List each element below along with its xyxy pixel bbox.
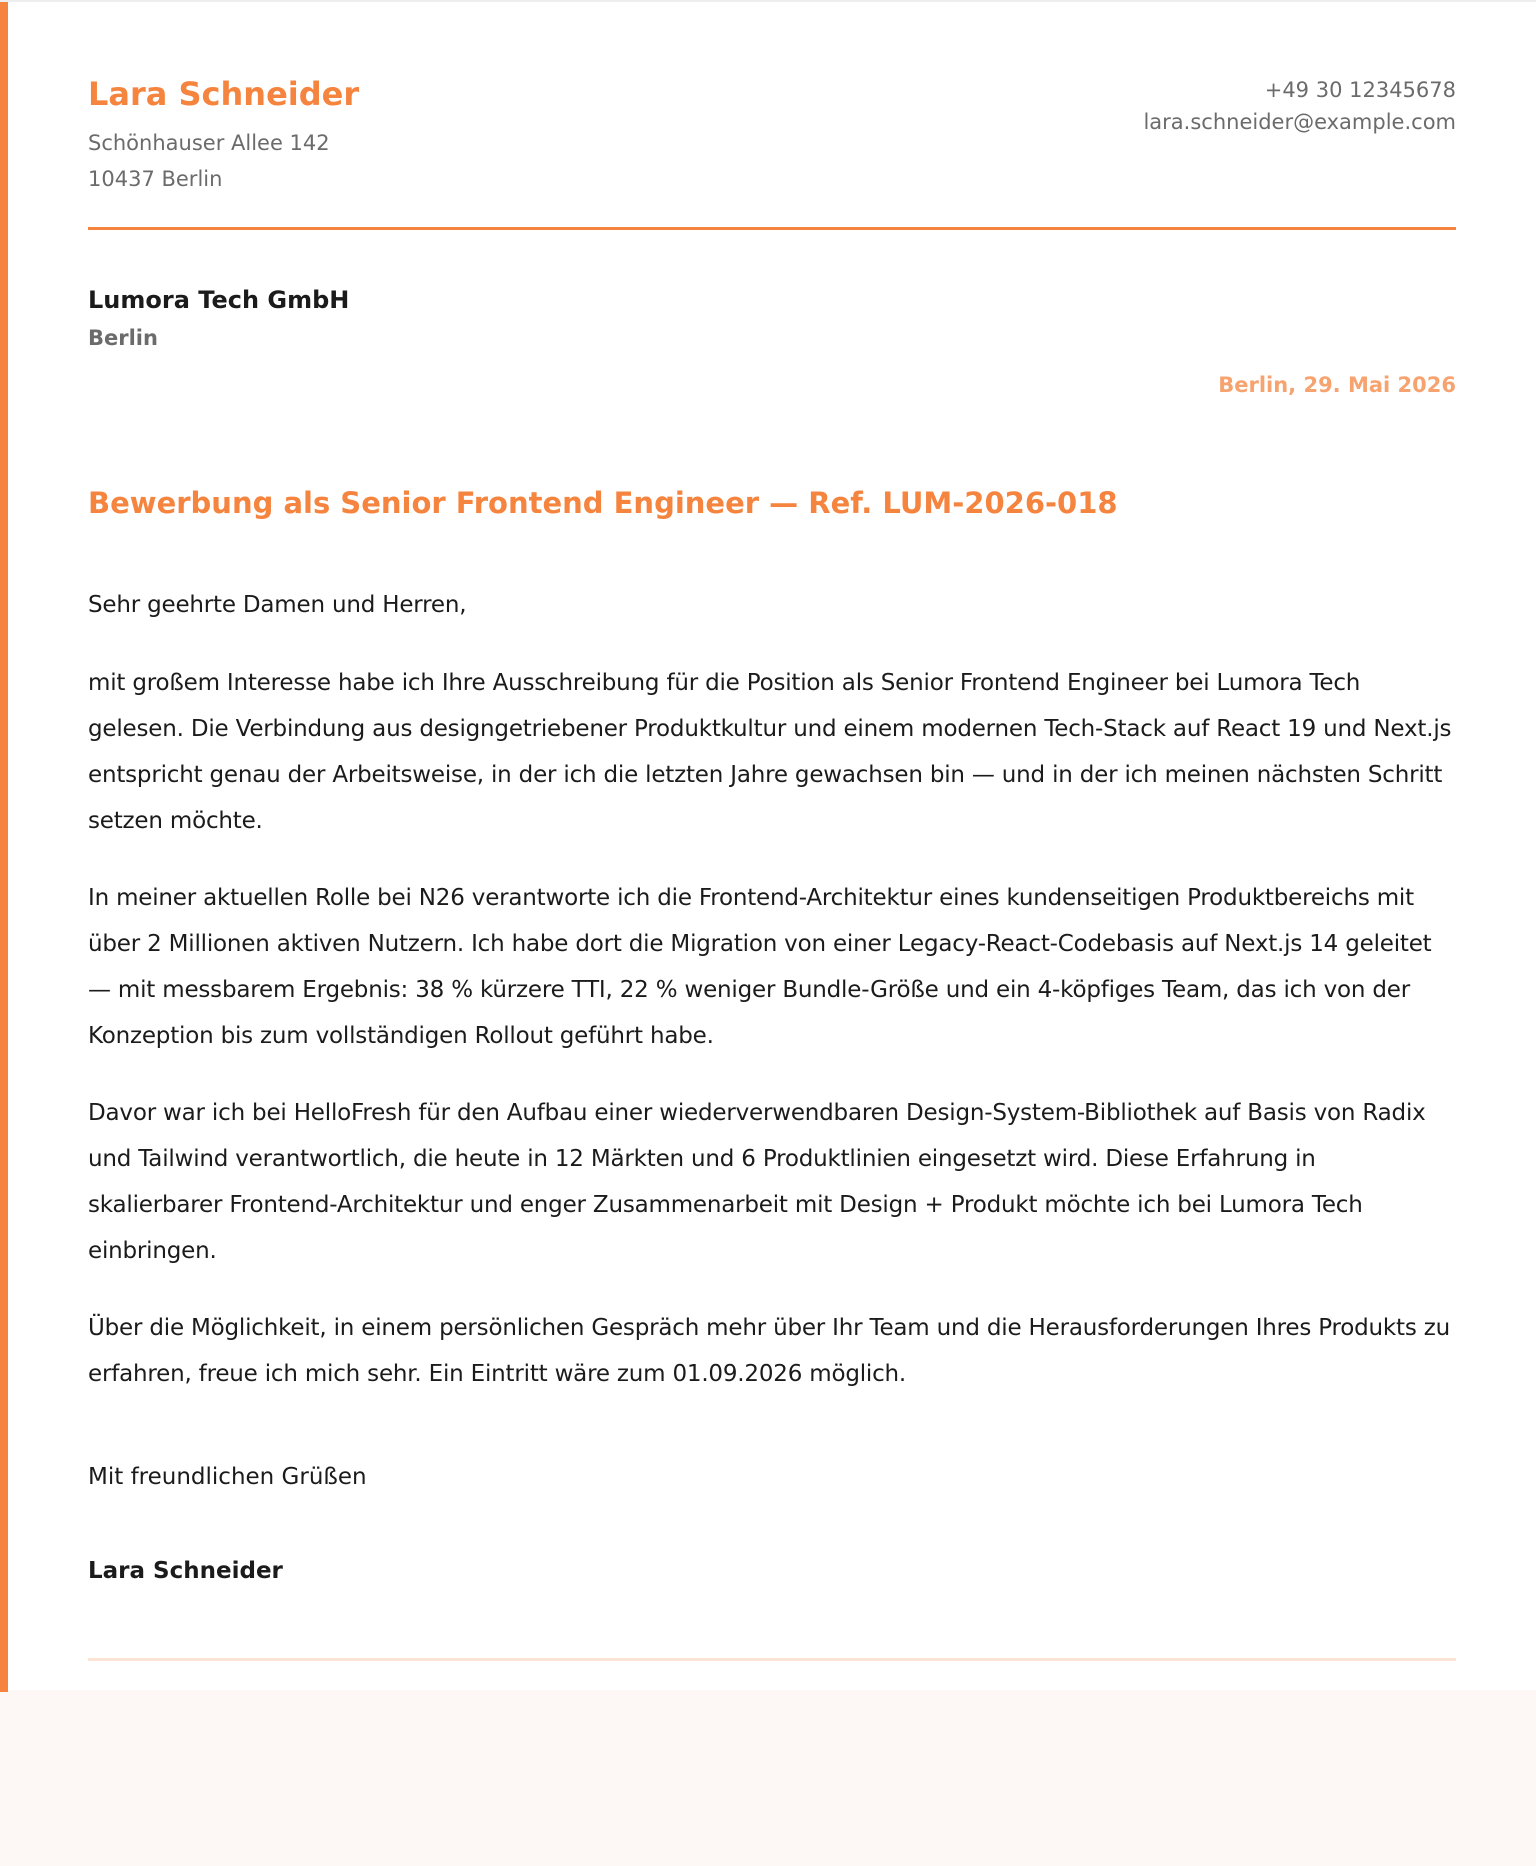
salutation: Sehr geehrte Damen und Herren, bbox=[88, 592, 467, 618]
body-paragraph: In meiner aktuellen Rolle bei N26 verantworte ich die Frontend-Architektur eines kundenseitigen Produktbereichs mit über 2 Millionen aktiven Nutzern. Ich habe dort die Migration von einer Legacy-React-Codebasis auf Next.js 14 geleitet — mit messbarem Ergebnis: 38 % kürzere TTI, 22 % weniger Bundle-Größe und ein 4-köpfiges Team, das ich von der Konzeption bis zum vollständigen Rollout geführt habe. bbox=[88, 885, 1432, 1049]
sender-city: 10437 Berlin bbox=[88, 167, 223, 191]
letter-date: Berlin, 29. Mai 2026 bbox=[1218, 373, 1456, 397]
sender-name: Lara Schneider bbox=[88, 75, 360, 113]
body-paragraph: Über die Möglichkeit, in einem persönlichen Gespräch mehr über Ihr Team und die Herausforderungen Ihres Produkts zu erfahren, freue ich mich sehr. Ein Eintritt wäre zum 01.09.2026 möglich. bbox=[88, 1315, 1450, 1387]
sender-street: Schönhauser Allee 142 bbox=[88, 131, 330, 155]
sender-email: lara.schneider@example.com bbox=[1143, 110, 1456, 134]
recipient-city: Berlin bbox=[88, 326, 158, 350]
letter-subject: Bewerbung als Senior Frontend Engineer — Ref. LUM-2026-018 bbox=[88, 486, 1118, 520]
footer-divider bbox=[88, 1658, 1456, 1661]
sender-phone: +49 30 12345678 bbox=[1264, 78, 1456, 102]
sender-contact bbox=[1143, 74, 1456, 138]
body-paragraph: mit großem Interesse habe ich Ihre Ausschreibung für die Position als Senior Frontend Engineer bei Lumora Tech gelesen. Die Verbindung aus designgetriebener Produktkultur und einem modernen Tech-Stack auf React 19 und Next.js entspricht genau der Arbeitsweise, in der ich die letzten Jahre gewachsen bin — und in der ich meinen nächsten Schritt setzen möchte. bbox=[88, 670, 1452, 834]
recipient-company: Lumora Tech GmbH bbox=[88, 286, 350, 314]
signature-name: Lara Schneider bbox=[88, 1558, 283, 1584]
letter-body bbox=[88, 582, 1456, 1428]
accent-bar bbox=[0, 2, 8, 1692]
body-paragraph: Davor war ich bei HelloFresh für den Aufbau einer wiederverwendbaren Design-System-Bibliothek auf Basis von Radix und Tailwind verantwortlich, die heute in 12 Märkten und 6 Produktlinien eingesetzt wird. Diese Erfahrung in skalierbarer Frontend-Architektur und enger Zusammenarbeit mit Design + Produkt möchte ich bei Lumora Tech einbringen. bbox=[88, 1100, 1426, 1264]
header-divider bbox=[88, 227, 1456, 230]
closing: Mit freundlichen Grüßen bbox=[88, 1464, 367, 1490]
